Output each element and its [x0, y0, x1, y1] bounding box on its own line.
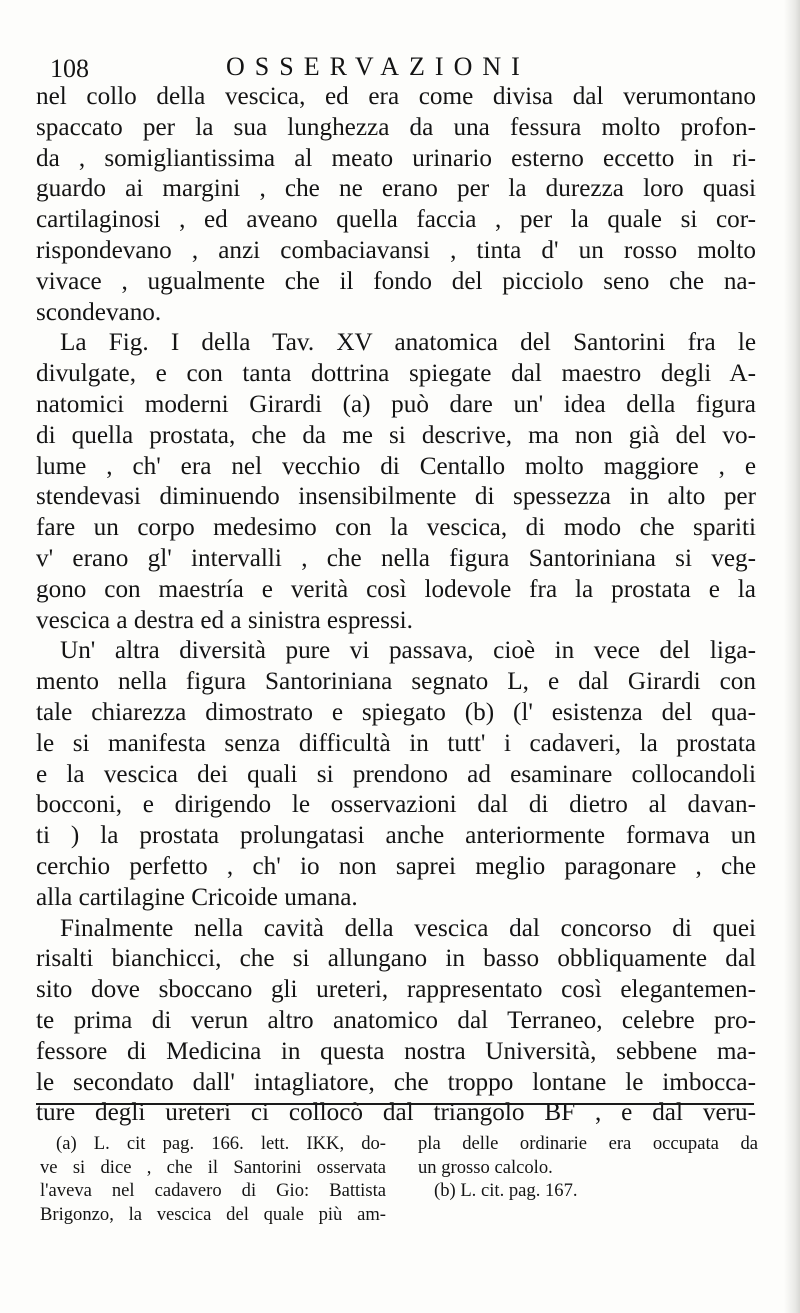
text-line: rispondevano , anzi combaciavansi , tinta d' un rosso molto — [36, 236, 756, 264]
page-number: 108 — [50, 54, 89, 83]
text-line: da , somigliantissima al meato urinario esterno eccetto in ri- — [36, 144, 756, 172]
text-line: tale chiarezza dimostrato e spiegato (b) (l' esistenza del qua- — [36, 698, 756, 726]
text-line: vivace , ugualmente che il fondo del picciolo seno che na- — [36, 267, 756, 295]
text-line: te prima di verun altro anatomico dal Terraneo, celebre pro- — [36, 1006, 756, 1034]
text-line: le secondato dall' intagliatore, che troppo lontane le imbocca- — [36, 1068, 756, 1096]
text-line: risalti bianchicci, che si allungano in basso obbliquamente dal — [36, 945, 756, 973]
text-line: vescica a destra ed a sinistra espressi. — [36, 606, 413, 634]
footnote-line: ve si dice , che il Santorini osservata — [40, 1156, 386, 1178]
text-line: stendevasi diminuendo insensibilmente di spessezza in alto per — [36, 483, 756, 511]
footnote-line: un grosso calcolo. — [418, 1156, 553, 1178]
footnote-line: (b) L. cit. pag. 167. — [434, 1180, 578, 1201]
text-line: gono con maestría e verità così lodevole fra la prostata e la — [36, 575, 756, 603]
text-line: guardo ai margini , che ne erano per la durezza loro quasi — [36, 175, 756, 203]
text-line: bocconi, e dirigendo le osservazioni dal di dietro al davan- — [36, 791, 756, 819]
body-text — [36, 82, 756, 1129]
text-line: cartilaginosi , ed aveano quella faccia , per la quale si cor- — [36, 206, 756, 234]
footnotes-right-column — [418, 1132, 758, 1203]
text-line: ti ) la prostata prolungatasi anche anteriormente formava un — [36, 822, 756, 850]
text-line: natomici moderni Girardi (a) può dare un' idea della figura — [36, 390, 756, 418]
page-edge-shadow — [784, 0, 800, 1313]
text-line: di quella prostata, che da me si descrive, ma non già del vo- — [36, 421, 756, 449]
text-line: spaccato per la sua lunghezza da una fessura molto profon- — [36, 113, 756, 141]
footnote-line: l'aveva nel cadavero di Gio: Battista — [40, 1180, 386, 1201]
text-line: scondevano. — [36, 298, 162, 326]
paragraph-start-line: La Fig. I della Tav. XV anatomica del Santorini fra le — [60, 329, 756, 357]
page-header — [36, 50, 756, 84]
footnote-line: (a) L. cit pag. 166. lett. IKK, do- — [56, 1133, 386, 1154]
text-line: fare un corpo medesimo con la vescica, di modo che spariti — [36, 514, 756, 542]
paragraph-start-line: Finalmente nella cavità della vescica dal concorso di quei — [60, 914, 756, 942]
text-line: e la vescica dei quali si prendono ad esaminare collocandoli — [36, 760, 756, 788]
text-line: divulgate, e con tanta dottrina spiegate dal maestro degli A- — [36, 360, 756, 388]
text-line: le si manifesta senza difficultà in tutt' i cadaveri, la prostata — [36, 729, 756, 757]
text-line: alla cartilagine Cricoide umana. — [36, 883, 358, 911]
footnote-line: Brigonzo, la vescica del quale più am- — [40, 1203, 386, 1225]
paragraph-start-line: Un' altra diversità pure vi passava, cioè in vece del liga- — [60, 637, 756, 665]
footnotes-left-column — [40, 1132, 386, 1226]
running-head: OSSERVAZIONI — [226, 52, 530, 81]
footnote-line: pla delle ordinarie era occupata da — [418, 1133, 758, 1154]
text-line: mento nella figura Santoriniana segnato L, e dal Girardi con — [36, 668, 756, 696]
text-line: v' erano gl' intervalli , che nella figura Santoriniana si veg- — [36, 544, 756, 572]
text-line: ture degli ureteri ci collocò dal triangolo BF , e dal veru- — [36, 1099, 756, 1127]
text-line: nel collo della vescica, ed era come divisa dal verumontano — [36, 83, 756, 110]
text-line: cerchio perfetto , ch' io non saprei meglio paragonare , che — [36, 852, 756, 880]
text-line: fessore di Medicina in questa nostra Università, sebbene ma- — [36, 1037, 756, 1065]
text-line: sito dove sboccano gli ureteri, rappresentato così elegantemen- — [36, 976, 756, 1004]
text-line: lume , ch' era nel vecchio di Centallo molto maggiore , e — [36, 452, 756, 480]
footnote-rule — [36, 1103, 754, 1105]
